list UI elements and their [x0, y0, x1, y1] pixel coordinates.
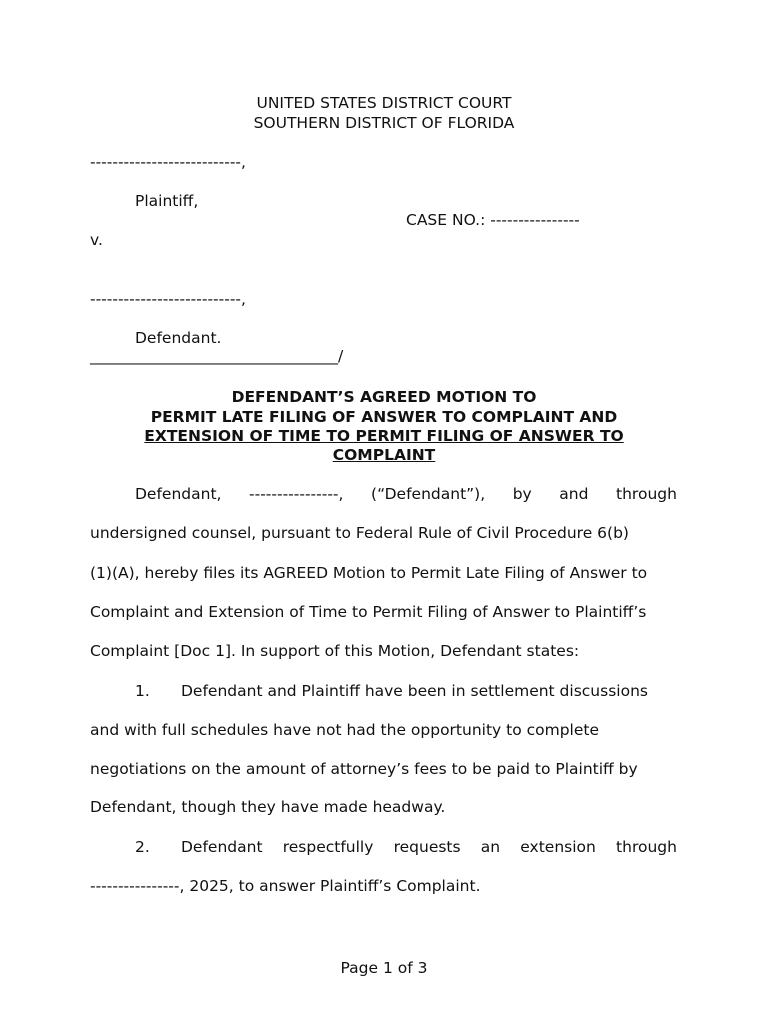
paragraph-2-word: Defendant: [181, 838, 263, 856]
paragraph-2-word: extension: [520, 838, 596, 856]
paragraph-2-word: an: [480, 838, 501, 856]
intro-line-3: (1)(A), hereby files its AGREED Motion to Permit Late Filing of Answer to: [90, 564, 648, 582]
intro-word: Defendant,: [135, 485, 222, 503]
plaintiff-name: ---------------------------,: [90, 153, 246, 171]
title-line-4: COMPLAINT: [332, 446, 436, 464]
intro-line-4: Complaint and Extension of Time to Permit Filing of Answer to Plaintiff’s: [90, 603, 647, 621]
intro-word: ----------------,: [249, 485, 344, 503]
intro-word: and: [559, 485, 589, 503]
court-name: UNITED STATES DISTRICT COURT: [256, 94, 512, 112]
intro-word: through: [616, 485, 677, 503]
defendant-label: Defendant.: [135, 329, 222, 347]
page-number: Page 1 of 3: [340, 959, 428, 977]
intro-word: (“Defendant”),: [371, 485, 486, 503]
versus: v.: [90, 231, 103, 249]
title-line-3: EXTENSION OF TIME TO PERMIT FILING OF ANSWER TO: [144, 427, 624, 445]
paragraph-2-word: requests: [393, 838, 461, 856]
intro-line-2: undersigned counsel, pursuant to Federal Rule of Civil Procedure 6(b): [90, 524, 629, 542]
case-no-label: CASE NO.:: [406, 211, 486, 229]
paragraph-1-line-2: and with full schedules have not had the opportunity to complete: [90, 721, 600, 739]
paragraph-1-line-1: Defendant and Plaintiff have been in settlement discussions: [181, 682, 648, 700]
case-no-value: ----------------: [490, 211, 580, 229]
court-district: SOUTHERN DISTRICT OF FLORIDA: [253, 114, 515, 132]
case-number: [406, 210, 580, 230]
intro-line-5: Complaint [Doc 1]. In support of this Motion, Defendant states:: [90, 642, 580, 660]
paragraph-1-line-3: negotiations on the amount of attorney’s fees to be paid to Plaintiff by: [90, 760, 638, 778]
paragraph-2-number: 2.: [135, 838, 150, 856]
paragraph-1-line-4: Defendant, though they have made headway.: [90, 798, 446, 816]
caption-closing-line: ________________________________/: [90, 347, 344, 365]
paragraph-2-word: respectfully: [282, 838, 374, 856]
intro-word: by: [512, 485, 532, 503]
intro-line-1: [135, 484, 677, 504]
paragraph-2-line-2: ----------------, 2025, to answer Plaintiff’s Complaint.: [90, 877, 481, 895]
defendant-name: ---------------------------,: [90, 290, 246, 308]
paragraph-2-word: through: [616, 838, 677, 856]
plaintiff-label: Plaintiff,: [135, 192, 199, 210]
title-line-2: PERMIT LATE FILING OF ANSWER TO COMPLAINT AND: [150, 408, 618, 426]
paragraph-1-number: 1.: [135, 682, 150, 700]
paragraph-2-line-1: [181, 837, 677, 857]
title-line-1: DEFENDANT’S AGREED MOTION TO: [231, 388, 537, 406]
